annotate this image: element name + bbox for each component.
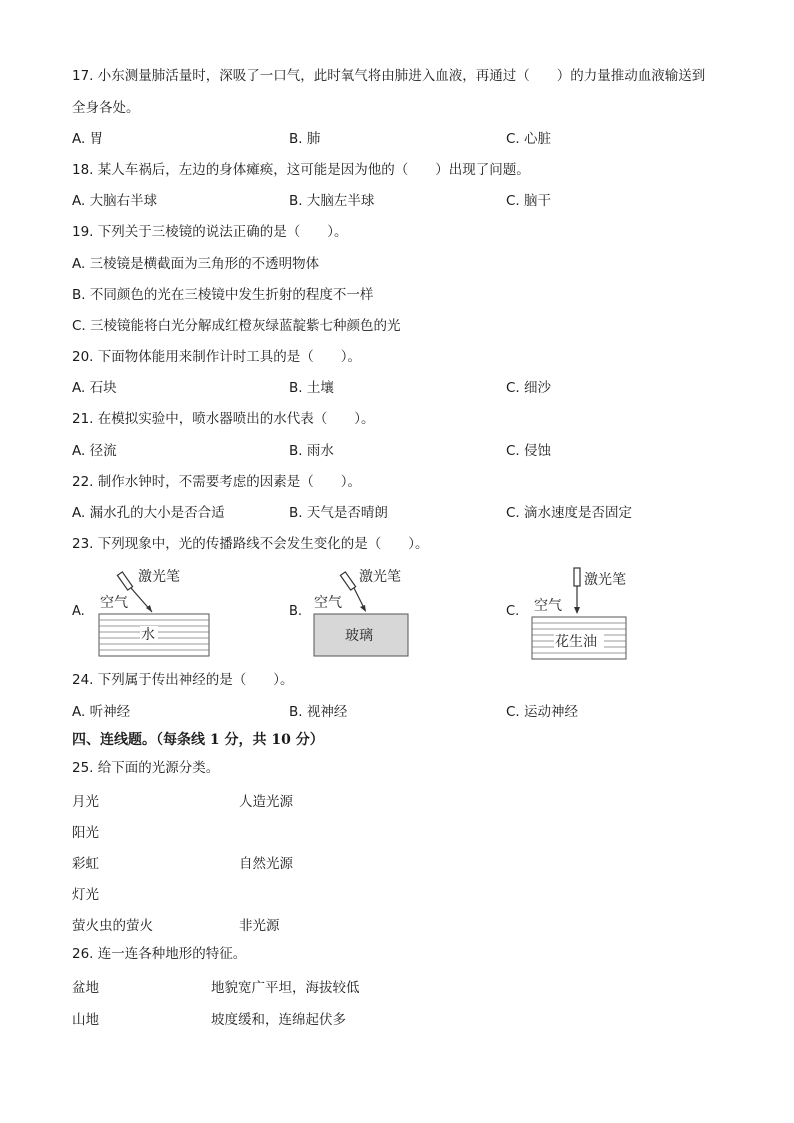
q20-option-c: C. 细沙 <box>506 380 552 396</box>
q23-a-air-label: 空气 <box>100 595 128 611</box>
q26-right-item: 地貌宽广平坦，海拔较低 <box>211 980 360 996</box>
q17-option-c: C. 心脏 <box>506 131 552 147</box>
q25-text: 25. 给下面的光源分类。 <box>72 760 220 776</box>
q21-option-a: A. 径流 <box>72 443 117 459</box>
q19-option-a: A. 三棱镜是横截面为三角形的不透明物体 <box>72 256 320 272</box>
q20-option-a: A. 石块 <box>72 380 117 396</box>
laser-pen-icon <box>340 572 355 590</box>
q21-option-c: C. 侵蚀 <box>506 443 552 459</box>
q23-a-medium-label: 水 <box>141 627 155 643</box>
q25-left-item: 阳光 <box>72 825 99 841</box>
q18-option-b: B. 大脑左半球 <box>289 193 375 209</box>
q24-option-a: A. 听神经 <box>72 704 131 720</box>
q20-text: 20. 下面物体能用来制作计时工具的是（ ）。 <box>72 349 362 365</box>
q23-c-pen-label: 激光笔 <box>584 572 626 588</box>
q23-b-air-label: 空气 <box>314 595 342 611</box>
q24-option-c: C. 运动神经 <box>506 704 579 720</box>
q20-option-b: B. 土壤 <box>289 380 334 396</box>
q23-option-a-letter: A. <box>72 604 85 619</box>
q23-text: 23. 下列现象中，光的传播路线不会发生变化的是（ ）。 <box>72 536 429 552</box>
q23-option-c-letter: C. <box>506 604 520 619</box>
q23-c-air-label: 空气 <box>534 598 562 614</box>
q23-option-c-diagram <box>528 562 648 662</box>
q17-text-line1: 17. 小东测量肺活量时，深吸了一口气，此时氧气将由肺进入血液，再通过（ ）的力量推动血液输送到 <box>72 68 706 84</box>
q25-left-item: 月光 <box>72 794 99 810</box>
laser-pen-icon <box>574 568 580 586</box>
q25-left-item: 萤火虫的萤火 <box>72 918 153 934</box>
q18-option-a: A. 大脑右半球 <box>72 193 158 209</box>
q23-c-medium-label: 花生油 <box>555 634 597 650</box>
q23-option-b-diagram <box>311 562 441 662</box>
q23-b-pen-label: 激光笔 <box>359 569 401 585</box>
q26-text: 26. 连一连各种地形的特征。 <box>72 946 247 962</box>
q21-text: 21. 在模拟实验中，喷水器喷出的水代表（ ）。 <box>72 411 375 427</box>
q17-text-line2: 全身各处。 <box>72 100 140 116</box>
q22-option-a: A. 漏水孔的大小是否合适 <box>72 505 225 521</box>
q23-a-pen-label: 激光笔 <box>138 569 180 585</box>
laser-pen-icon <box>117 572 132 590</box>
q25-left-item: 灯光 <box>72 887 99 903</box>
q26-left-item: 山地 <box>72 1012 99 1028</box>
q22-option-c: C. 滴水速度是否固定 <box>506 505 633 521</box>
arrowhead-icon <box>574 607 580 614</box>
q18-option-c: C. 脑干 <box>506 193 552 209</box>
q19-text: 19. 下列关于三棱镜的说法正确的是（ ）。 <box>72 224 348 240</box>
q25-right-item: 自然光源 <box>239 856 293 872</box>
q23-option-a-diagram <box>94 562 224 662</box>
q22-option-b: B. 天气是否晴朗 <box>289 505 388 521</box>
section-4-title: 四、连线题。（每条线 1 分，共 10 分） <box>72 732 324 748</box>
q26-right-item: 坡度缓和，连绵起伏多 <box>211 1012 346 1028</box>
q22-text: 22. 制作水钟时，不需要考虑的因素是（ ）。 <box>72 474 362 490</box>
q24-text: 24. 下列属于传出神经的是（ ）。 <box>72 672 294 688</box>
q21-option-b: B. 雨水 <box>289 443 334 459</box>
q19-option-b: B. 不同颜色的光在三棱镜中发生折射的程度不一样 <box>72 287 374 303</box>
q17-option-b: B. 肺 <box>289 131 321 147</box>
q24-option-b: B. 视神经 <box>289 704 348 720</box>
q26-left-item: 盆地 <box>72 980 99 996</box>
q25-right-item: 人造光源 <box>239 794 293 810</box>
arrowhead-icon <box>360 605 366 612</box>
q25-right-item: 非光源 <box>239 918 280 934</box>
q23-option-b-letter: B. <box>289 604 303 619</box>
q19-option-c: C. 三棱镜能将白光分解成红橙灰绿蓝靛紫七种颜色的光 <box>72 318 401 334</box>
q17-option-a: A. 胃 <box>72 131 104 147</box>
q25-left-item: 彩虹 <box>72 856 99 872</box>
q23-b-medium-label: 玻璃 <box>345 628 373 644</box>
q18-text: 18. 某人车祸后，左边的身体瘫痪，这可能是因为他的（ ）出现了问题。 <box>72 162 530 178</box>
